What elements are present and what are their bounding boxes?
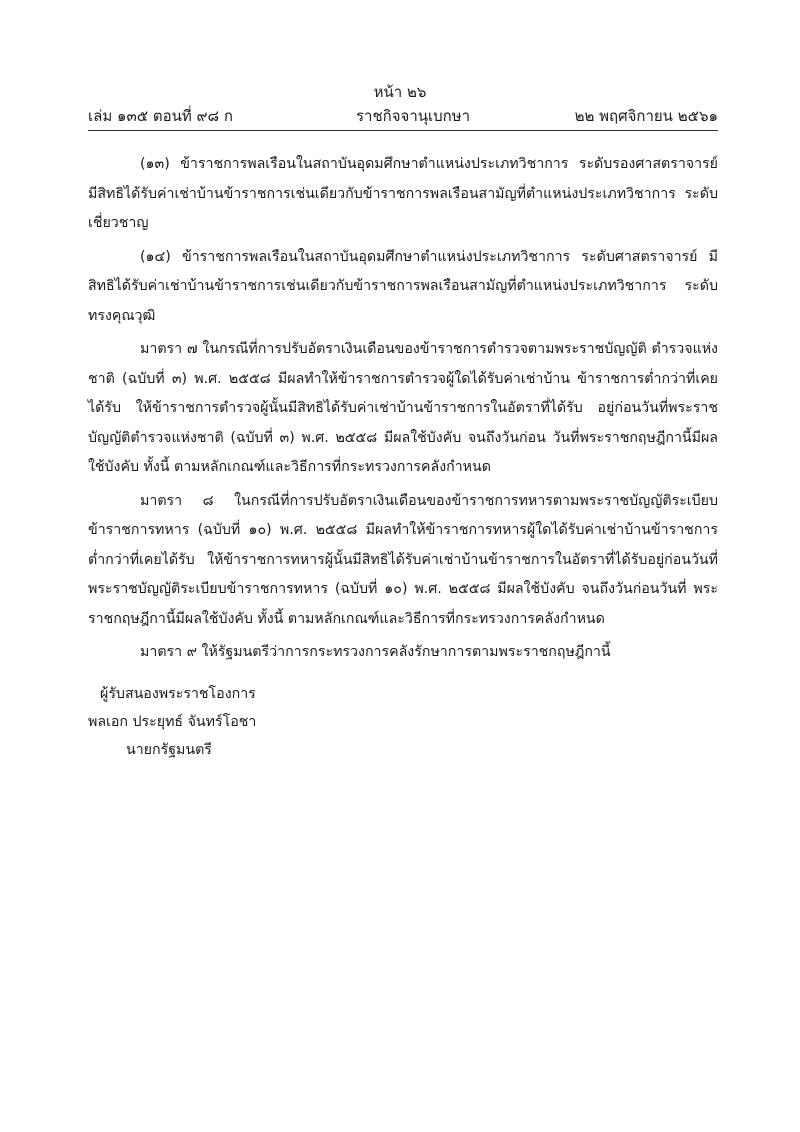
publication-date: ๒๒ พฤศจิกายน ๒๕๖๑	[574, 107, 718, 125]
header-divider	[88, 130, 718, 131]
clause-14: (๑๔) ข้าราชการพลเรือนในสถาบันอุดมศึกษาตำแหน่งประเภทวิชาการ ระดับศาสตราจารย์ มีสิทธิได้รับค่าเช่าบ้านข้าราชการเช่นเดียวกับข้าราชการพลเรือนสามัญที่ตำแหน่งประเภทวิชาการ ระดับทรงคุณวุฒิ	[88, 248, 718, 324]
section-9: มาตรา ๙ ให้รัฐมนตรีว่าการกระทรวงการคลังรักษาการตามพระราชกฤษฎีกานี้	[140, 644, 611, 660]
signature-block	[88, 680, 256, 764]
gazette-name: ราชกิจจานุเบกษา	[356, 107, 471, 125]
clause-13: (๑๓) ข้าราชการพลเรือนในสถาบันอุดมศึกษาตำแหน่งประเภทวิชาการ ระดับรองศาสตราจารย์ มีสิทธิได้รับค่าเช่าบ้านข้าราชการเช่นเดียวกับข้าราชการพลเรือนสามัญที่ตำแหน่งประเภทวิชาการ ระดับเชี่ยวชาญ	[88, 156, 718, 231]
volume-issue: เล่ม ๑๓๕ ตอนที่ ๙๘ ก	[88, 107, 233, 125]
section-7: มาตรา ๗ ในกรณีที่การปรับอัตราเงินเดือนของข้าราชการตำรวจตามพระราชบัญญัติ ตำรวจแห่งชาติ (ฉบับที่ ๓) พ.ศ. ๒๕๕๘ มีผลทำให้ข้าราชการตำรวจผู้ใดได้รับค่าเช่าบ้าน ข้าราชการต่ำกว่าที่เคยได้รับ ให้ข้าราชการตำรวจผู้นั้นมีสิทธิได้รับค่าเช่าบ้านข้าราชการในอัตราที่ได้รับ อยู่ก่อนวันที่พระราชบัญญัติตำรวจแห่งชาติ (ฉบับที่ ๓) พ.ศ. ๒๕๕๘ มีผลใช้บังคับ จนถึงวันก่อน วันที่พระราชกฤษฎีกานี้มีผลใช้บังคับ ทั้งนี้ ตามหลักเกณฑ์และวิธีการที่กระทรวงการคลังกำหนด	[88, 341, 718, 475]
document-body	[88, 150, 718, 672]
signatory-name: พลเอก ประยุทธ์ จันทร์โอชา	[88, 714, 257, 730]
page-number: หน้า ๒๖	[373, 83, 427, 101]
signatory-title: นายกรัฐมนตรี	[126, 742, 212, 758]
gazette-header	[88, 104, 718, 126]
countersign-label: ผู้รับสนองพระราชโองการ	[100, 686, 256, 702]
section-8: มาตรา ๘ ในกรณีที่การปรับอัตราเงินเดือนของข้าราชการทหารตามพระราชบัญญัติระเบียบ ข้าราชการทหาร (ฉบับที่ ๑๐) พ.ศ. ๒๕๕๘ มีผลทำให้ข้าราชการทหารผู้ใดได้รับค่าเช่าบ้านข้าราชการ ต่ำกว่าที่เคยได้รับ ให้ข้าราชการทหารผู้นั้นมีสิทธิได้รับค่าเช่าบ้านข้าราชการในอัตราที่ได้รับอยู่ก่อนวันที่ พระราชบัญญัติระเบียบข้าราชการทหาร (ฉบับที่ ๑๐) พ.ศ. ๒๕๕๘ มีผลใช้บังคับ จนถึงวันก่อนวันที่ พระราชกฤษฎีกานี้มีผลใช้บังคับ ทั้งนี้ ตามหลักเกณฑ์และวิธีการที่กระทรวงการคลังกำหนด	[88, 492, 718, 627]
